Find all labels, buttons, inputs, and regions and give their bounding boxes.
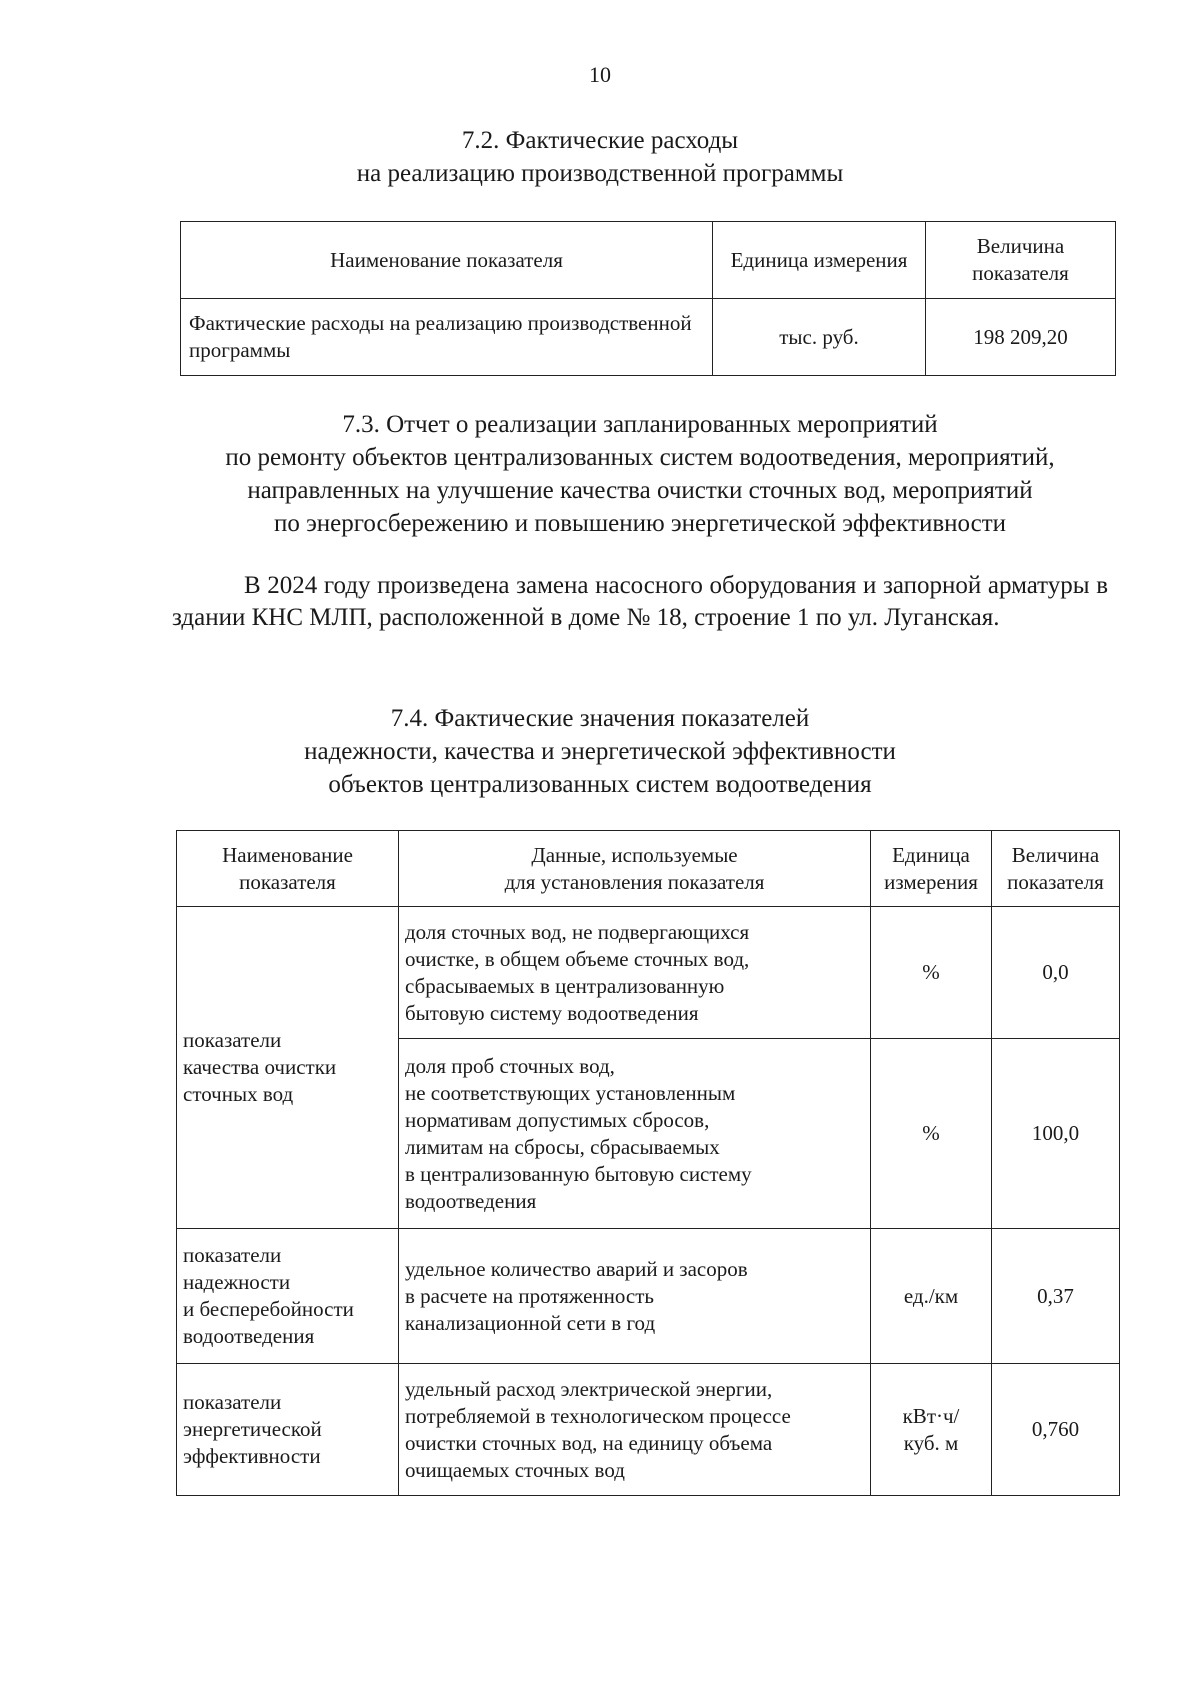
table-row	[177, 1364, 1120, 1496]
header-cell-unit: Единица измерения	[713, 222, 926, 299]
table-header-row	[181, 222, 1116, 299]
header-cell-unit: Единица измерения	[871, 831, 992, 907]
header-cell-name: Наименование показателя	[181, 222, 713, 299]
row-value-cell: 0,760	[992, 1364, 1120, 1496]
group-name-reliability: показатели надежности и бесперебойности водоотведения	[177, 1229, 399, 1364]
row-value-cell: 0,0	[992, 907, 1120, 1039]
header-cell-data: Данные, используемые для установления показателя	[399, 831, 871, 907]
row-value-cell: 100,0	[992, 1039, 1120, 1229]
section-7-3-paragraph: В 2024 году произведена замена насосного оборудования и запорной арматуры в здании КНС МЛП, расположенной в доме № 18, строение 1 по ул. Луганская.	[172, 572, 1108, 631]
header-cell-name: Наименование показателя	[177, 831, 399, 907]
section-7-3-title-line3: направленных на улучшение качества очистки сточных вод, мероприятий	[247, 477, 1033, 504]
section-7-4-title-line1: 7.4. Фактические значения показателей	[390, 705, 810, 732]
row-value-cell: 198 209,20	[926, 299, 1116, 376]
section-7-4-title	[0, 702, 1200, 801]
section-7-3-title-line4: по энергосбережению и повышению энергетической эффективности	[273, 510, 1007, 537]
table-row	[177, 1229, 1120, 1364]
row-unit-cell: кВт·ч/ куб. м	[871, 1364, 992, 1496]
indicators-table	[176, 830, 1120, 1496]
row-unit-cell: тыс. руб.	[713, 299, 926, 376]
row-name-cell: Фактические расходы на реализацию производственной программы	[181, 299, 713, 376]
section-7-3-title-line1: 7.3. Отчет о реализации запланированных мероприятий	[342, 411, 938, 438]
row-unit-cell: ед./км	[871, 1229, 992, 1364]
row-data-cell: доля сточных вод, не подвергающихся очистке, в общем объеме сточных вод, сбрасываемых в централизованную бытовую систему водоотведения	[399, 907, 871, 1039]
group-name-quality: показатели качества очистки сточных вод	[177, 907, 399, 1229]
section-7-2-title-line2: на реализацию производственной программы	[356, 160, 844, 187]
header-cell-value: Величина показателя	[992, 831, 1120, 907]
section-7-3-title	[150, 408, 1130, 540]
table-header-row	[177, 831, 1120, 907]
row-data-cell: удельное количество аварий и засоров в расчете на протяженность канализационной сети в год	[399, 1229, 871, 1364]
section-7-4-title-line2: надежности, качества и энергетической эффективности	[304, 738, 896, 765]
page-number: 10	[589, 62, 611, 87]
section-7-4-title-line3: объектов централизованных систем водоотведения	[328, 771, 872, 798]
table-row	[177, 907, 1120, 1039]
row-data-cell: удельный расход электрической энергии, потребляемой в технологическом процессе очистки сточных вод, на единицу объема очищаемых сточных вод	[399, 1364, 871, 1496]
section-7-3-title-line2: по ремонту объектов централизованных систем водоотведения, мероприятий,	[225, 444, 1055, 471]
group-name-energy: показатели энергетической эффективности	[177, 1364, 399, 1496]
row-value-cell: 0,37	[992, 1229, 1120, 1364]
header-cell-value: Величина показателя	[926, 222, 1116, 299]
section-7-2-title-line1: 7.2. Фактические расходы	[461, 127, 739, 154]
row-data-cell: доля проб сточных вод, не соответствующих установленным нормативам допустимых сбросов, лимитам на сбросы, сбрасываемых в централизованную бытовую систему водоотведения	[399, 1039, 871, 1229]
section-7-2-title	[0, 124, 1200, 190]
row-unit-cell: %	[871, 907, 992, 1039]
expenses-table	[180, 221, 1116, 376]
table-row	[181, 299, 1116, 376]
row-unit-cell: %	[871, 1039, 992, 1229]
